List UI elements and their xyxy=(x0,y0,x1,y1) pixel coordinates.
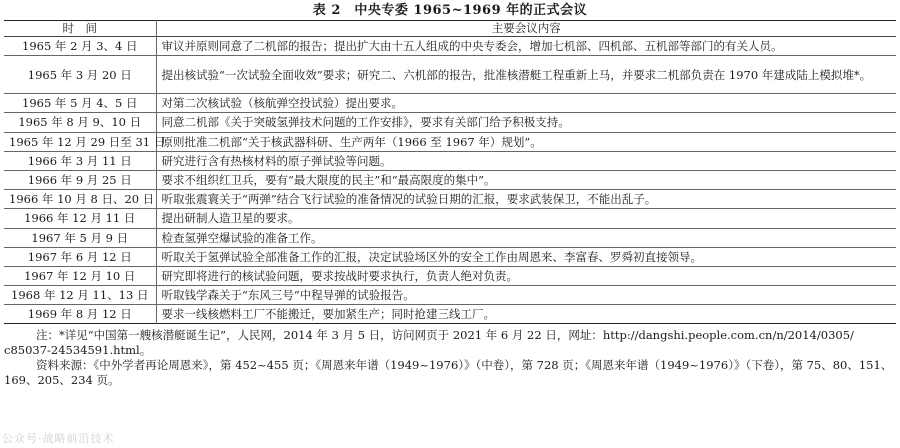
table-row xyxy=(4,132,896,151)
row-date: 1968 年 12 月 11、13 日 xyxy=(4,286,156,305)
document-page xyxy=(4,2,896,388)
table-row xyxy=(4,170,896,189)
row-content: 提出核试验“一次试验全面收效”要求；研究二、六机部的报告，批准核潜艇工程重新上马，并要求二机部负责在 1970 年建成陆上模拟堆*。 xyxy=(161,67,872,82)
table-notes xyxy=(4,328,896,388)
row-date: 1965 年 12 月 29 日至 31 日 xyxy=(4,132,156,151)
row-content: 审议并原则同意了二机部的报告；提出扩大由十五人组成的中央专委会，增加七机部、四机部、五机部等部门的有关人员。 xyxy=(161,39,783,54)
table-header-row xyxy=(4,21,896,37)
row-date: 1965 年 2 月 3、4 日 xyxy=(4,37,156,56)
row-content: 对第二次核试验（核航弹空投试验）提出要求。 xyxy=(161,96,403,111)
row-date: 1966 年 9 月 25 日 xyxy=(4,170,156,189)
row-date: 1966 年 3 月 11 日 xyxy=(4,151,156,170)
meetings-table xyxy=(4,20,896,324)
table-row xyxy=(4,209,896,228)
table-row xyxy=(4,190,896,209)
row-content: 研究进行含有热核材料的原子弹试验等问题。 xyxy=(161,153,392,168)
table-row xyxy=(4,37,896,56)
row-content: 研究即将进行的核试验问题，要求按战时要求执行，负责人绝对负责。 xyxy=(161,268,518,283)
table-row xyxy=(4,56,896,94)
row-content: 提出研制人造卫星的要求。 xyxy=(161,211,300,226)
row-content: 同意二机部《关于突破氢弹技术问题的工作安排》，要求有关部门给予积极支持。 xyxy=(161,115,570,130)
table-row xyxy=(4,247,896,266)
source-line: 169、205、234 页。 xyxy=(4,373,120,388)
row-content: 听取关于氢弹试验全部准备工作的汇报，决定试验场区外的安全工作由周恩来、李富春、罗舜初直接领导。 xyxy=(161,249,702,264)
table-row xyxy=(4,151,896,170)
row-date: 1966 年 10 月 8 日、20 日 xyxy=(4,190,156,209)
row-content: 原则批准二机部“关于核武器科研、生产两年（1966 至 1967 年）规划”。 xyxy=(161,134,542,149)
table-row xyxy=(4,305,896,324)
row-date: 1965 年 5 月 4、5 日 xyxy=(4,94,156,113)
row-content: 听取钱学森关于“东风三号”中程导弹的试验报告。 xyxy=(161,288,415,303)
row-date: 1969 年 8 月 12 日 xyxy=(4,305,156,324)
watermark: 公众号·战略前沿技术 xyxy=(2,432,115,445)
table-title: 表 2 中央专委 1965~1969 年的正式会议 xyxy=(312,3,588,18)
row-content: 要求不组织红卫兵，要有“最大限度的民主”和“最高限度的集中”。 xyxy=(161,173,496,188)
table-row xyxy=(4,94,896,113)
row-content: 听取张震寰关于“两弹”结合飞行试验的准备情况的试验日期的汇报，要求武装保卫，不能出乱子。 xyxy=(161,192,657,207)
note-line: c85037-24534591.html。 xyxy=(4,343,152,358)
source-line: 资料来源：《中外学者再论周恩来》，第 452~455 页；《周恩来年谱（1949~1976）》（中卷），第 728 页；《周恩来年谱（1949~1976）》（下卷），第 75、80、151、 xyxy=(36,358,893,373)
table-row xyxy=(4,113,896,132)
header-content: 主要会议内容 xyxy=(491,21,561,35)
table-row xyxy=(4,228,896,247)
row-date: 1965 年 8 月 9、10 日 xyxy=(4,113,156,132)
row-content: 检查氢弹空爆试验的准备工作。 xyxy=(161,230,323,245)
row-date: 1966 年 12 月 11 日 xyxy=(4,209,156,228)
header-time: 时 间 xyxy=(4,21,156,37)
note-line: 注：*详见“中国第一艘核潜艇诞生记”，人民网，2014 年 3 月 5 日，访问网页于 2021 年 6 月 22 日，网址：http://dangshi.people.com.cn/n/2014/0305/ xyxy=(36,328,854,343)
row-date: 1967 年 6 月 12 日 xyxy=(4,247,156,266)
table-row xyxy=(4,286,896,305)
row-date: 1965 年 3 月 20 日 xyxy=(4,56,156,94)
row-date: 1967 年 5 月 9 日 xyxy=(4,228,156,247)
row-date: 1967 年 12 月 10 日 xyxy=(4,266,156,285)
table-row xyxy=(4,266,896,285)
row-content: 要求一线核燃料工厂不能搬迁，要加紧生产；同时抢建三线工厂。 xyxy=(161,307,495,322)
